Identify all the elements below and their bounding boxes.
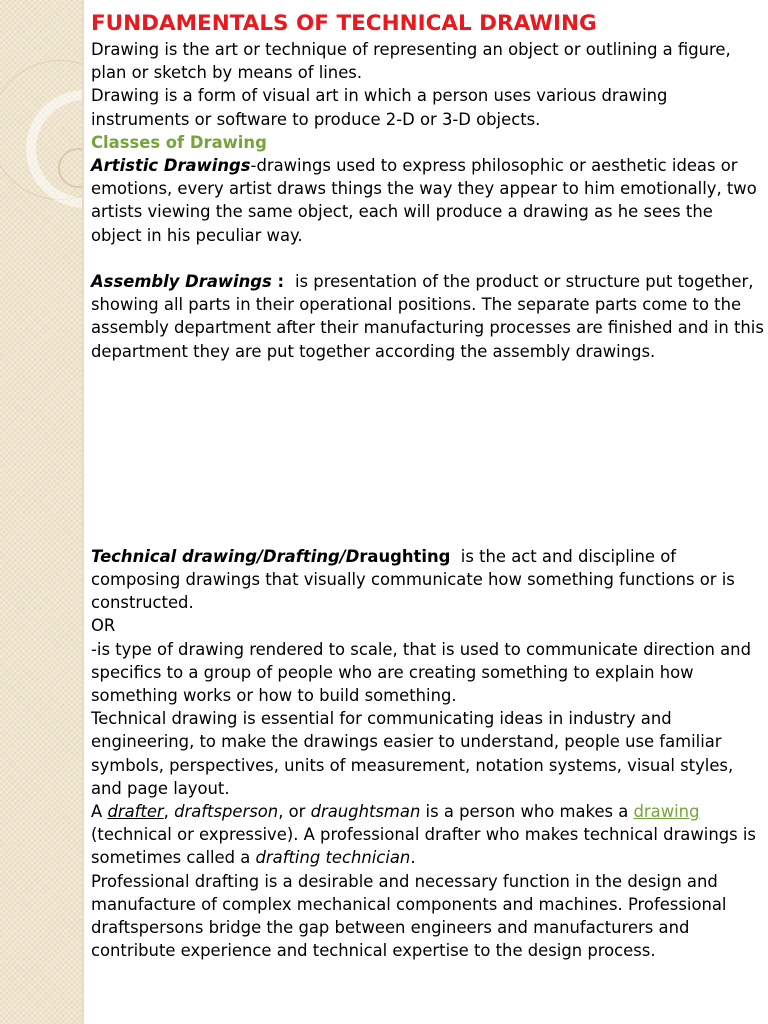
classes-heading: Classes of Drawing [91, 132, 267, 152]
intro-paragraph-1: Drawing is the art or technique of representing an object or outlining a figure, plan or sketch by means of lines. [91, 40, 731, 83]
or-line: OR [91, 616, 116, 636]
assembly-term: Assembly Drawings [91, 272, 272, 292]
page-title: FUNDAMENTALS OF TECHNICAL DRAWING [91, 11, 597, 36]
band-divider [82, 0, 84, 1024]
artistic-term: Artistic Drawings [91, 156, 251, 176]
technical-paragraph-3: Technical drawing is essential for communicating ideas in industry and engineering, to make the drawings easier to understand, people use familiar symbols, perspectives, units of measurement, notation systems, visual styles, and page layout. [91, 709, 734, 798]
technical-paragraph-2: -is type of drawing rendered to scale, that is used to communicate direction and specifics to a group of people who are creating something to explain how something works or how to build something. [91, 639, 751, 706]
draftsperson-term: draftsperson [174, 802, 279, 822]
intro-paragraph-2: Drawing is a form of visual art in which a person uses various drawing instruments or software to produce 2-D or 3-D objects. [91, 86, 668, 129]
technical-paragraph [91, 545, 767, 615]
drafter-link[interactable]: drafter [107, 802, 164, 822]
assembly-paragraph [91, 270, 767, 363]
technical-text-1: is the act and discipline of composing drawings that visually communicate how something functions or is constructed. [91, 546, 741, 613]
artistic-text: -drawings used to express philosophic or aesthetic ideas or emotions, every artist draws things the way they appear to him emotionally, two artists viewing the same object, each will produce a drawing as he sees the object in his peculiar way. [91, 156, 757, 245]
technical-term-italic: Technical drawing/Drafting/D [91, 546, 360, 566]
document-body [91, 10, 767, 962]
drafting-technician-term: drafting technician [255, 848, 411, 868]
artistic-paragraph [91, 154, 767, 247]
draughtsman-term: draughtsman [310, 802, 421, 822]
assembly-text: is presentation of the product or structure put together, showing all parts in their operational positions. The separate parts come to the assembly department after their manufacturing processes are finished and in this department they are put together according the assembly drawings. [91, 272, 764, 361]
assembly-colon: : [271, 272, 290, 292]
decorative-side-band [0, 0, 84, 1024]
drawing-link[interactable]: drawing [633, 802, 700, 822]
professional-drafting-paragraph: Professional drafting is a desirable and necessary function in the design and manufacture of complex mechanical components and machines. Professional draftspersons bridge the gap between engineers and manufacturers and contribute experience and technical expertise to the design process. [91, 871, 727, 961]
drafter-paragraph: A drafter, draftsperson, or draughtsman is a person who makes a drawing (technical or expressive). A professional drafter who makes technical drawings is sometimes called a drafting technician. [91, 802, 756, 868]
technical-term-rest: raughting [359, 546, 451, 566]
